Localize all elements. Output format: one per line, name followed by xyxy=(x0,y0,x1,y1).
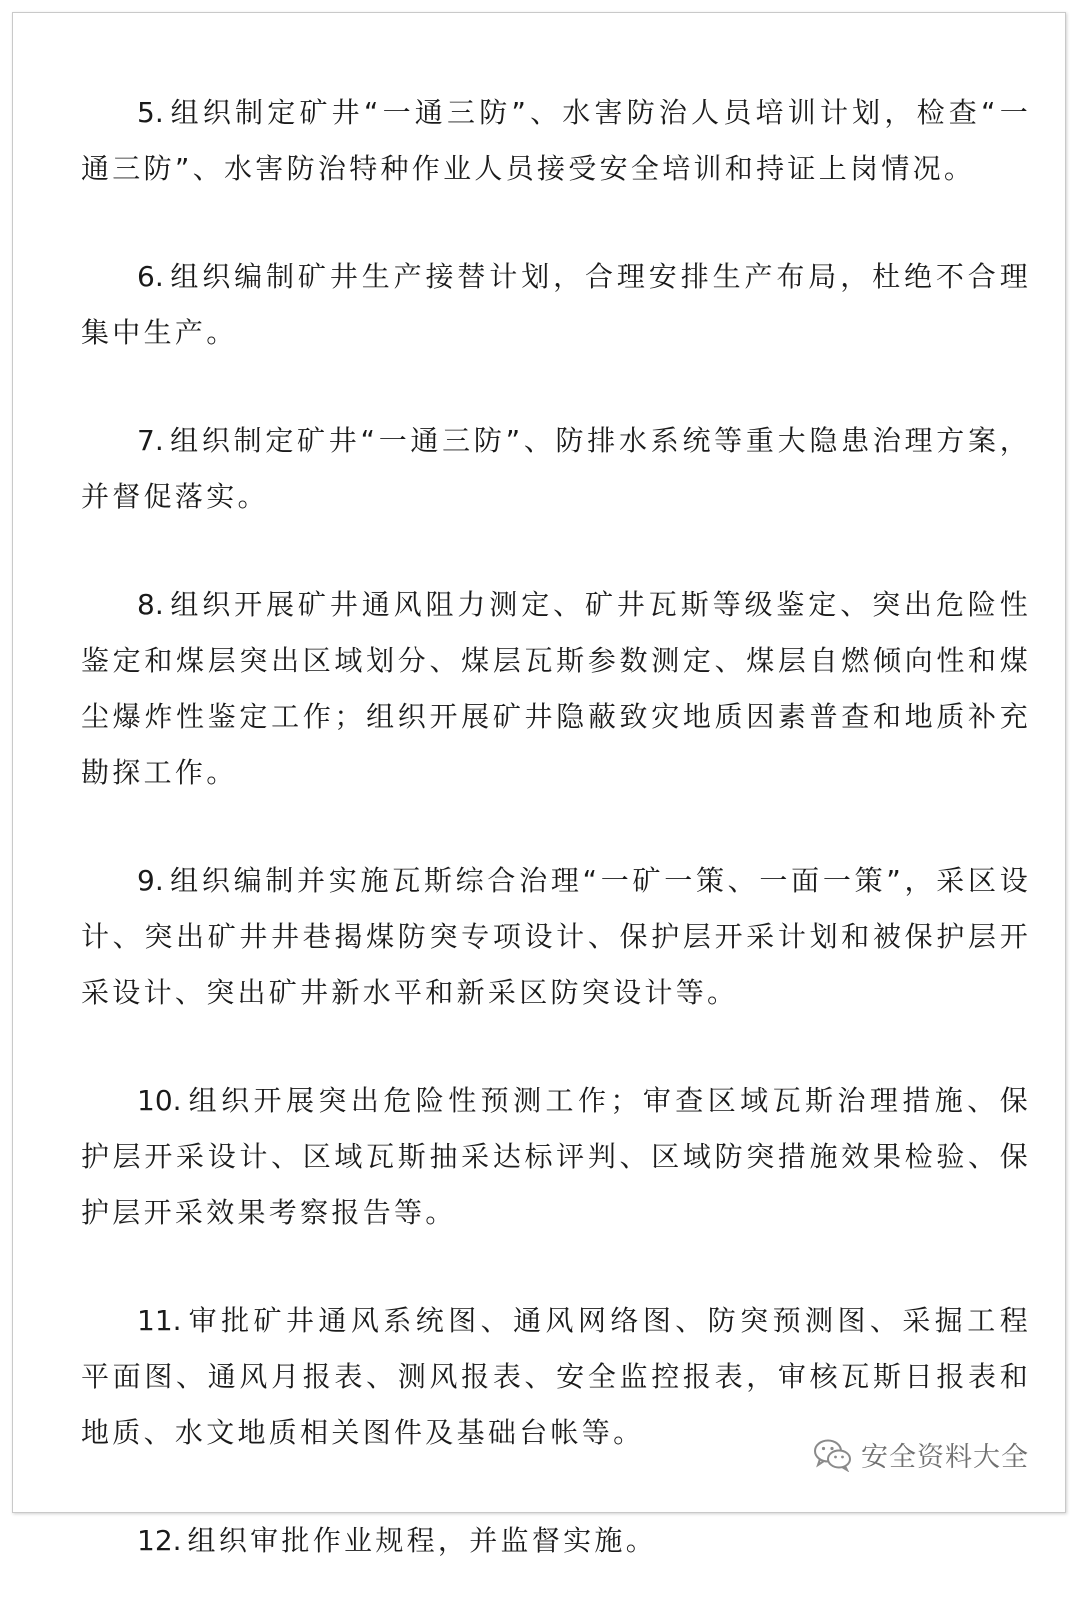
item-text: 组织审批作业规程，并监督实施。 xyxy=(187,1524,658,1557)
list-item xyxy=(81,249,1031,361)
item-number: 5. xyxy=(137,96,164,129)
list-item xyxy=(81,1073,1031,1241)
item-text: 组织编制并实施瓦斯综合治理“一矿一策、一面一策”，采区设计、突出矿井井巷揭煤防突专项设计、保护层开采计划和被保护层开采设计、突出矿井新水平和新采区防突设计等。 xyxy=(81,864,1031,1009)
list-item xyxy=(81,853,1031,1021)
item-number: 12. xyxy=(137,1524,182,1557)
list-item xyxy=(81,577,1031,801)
list-item xyxy=(81,413,1031,525)
item-text: 组织开展突出危险性预测工作；审查区域瓦斯治理措施、保护层开采设计、区域瓦斯抽采达标评判、区域防突措施效果检验、保护层开采效果考察报告等。 xyxy=(81,1084,1031,1229)
item-text: 组织制定矿井“一通三防”、防排水系统等重大隐患治理方案，并督促落实。 xyxy=(81,424,1031,513)
item-number: 11. xyxy=(137,1304,182,1337)
item-number: 6. xyxy=(137,260,164,293)
item-number: 7. xyxy=(137,424,164,457)
document-body xyxy=(81,85,1031,1621)
item-text: 组织编制矿井生产接替计划，合理安排生产布局，杜绝不合理集中生产。 xyxy=(81,260,1031,349)
item-text: 组织制定矿井“一通三防”、水害防治人员培训计划，检查“一通三防”、水害防治特种作业人员接受安全培训和持证上岗情况。 xyxy=(81,96,1031,185)
watermark xyxy=(813,1435,1029,1474)
item-number: 9. xyxy=(137,864,164,897)
wechat-icon xyxy=(813,1438,853,1472)
document-page xyxy=(12,12,1066,1557)
watermark-text: 安全资料大全 xyxy=(861,1442,1029,1473)
item-number: 8. xyxy=(137,588,164,621)
list-item xyxy=(81,85,1031,197)
item-number: 10. xyxy=(137,1084,182,1117)
item-text: 组织开展矿井通风阻力测定、矿井瓦斯等级鉴定、突出危险性鉴定和煤层突出区域划分、煤层瓦斯参数测定、煤层自燃倾向性和煤尘爆炸性鉴定工作；组织开展矿井隐蔽致灾地质因素普查和地质补充勘探工作。 xyxy=(81,588,1031,789)
item-text: 审批矿井通风系统图、通风网络图、防突预测图、采掘工程平面图、通风月报表、测风报表、安全监控报表，审核瓦斯日报表和地质、水文地质相关图件及基础台帐等。 xyxy=(81,1304,1031,1449)
list-item xyxy=(81,1513,1031,1569)
